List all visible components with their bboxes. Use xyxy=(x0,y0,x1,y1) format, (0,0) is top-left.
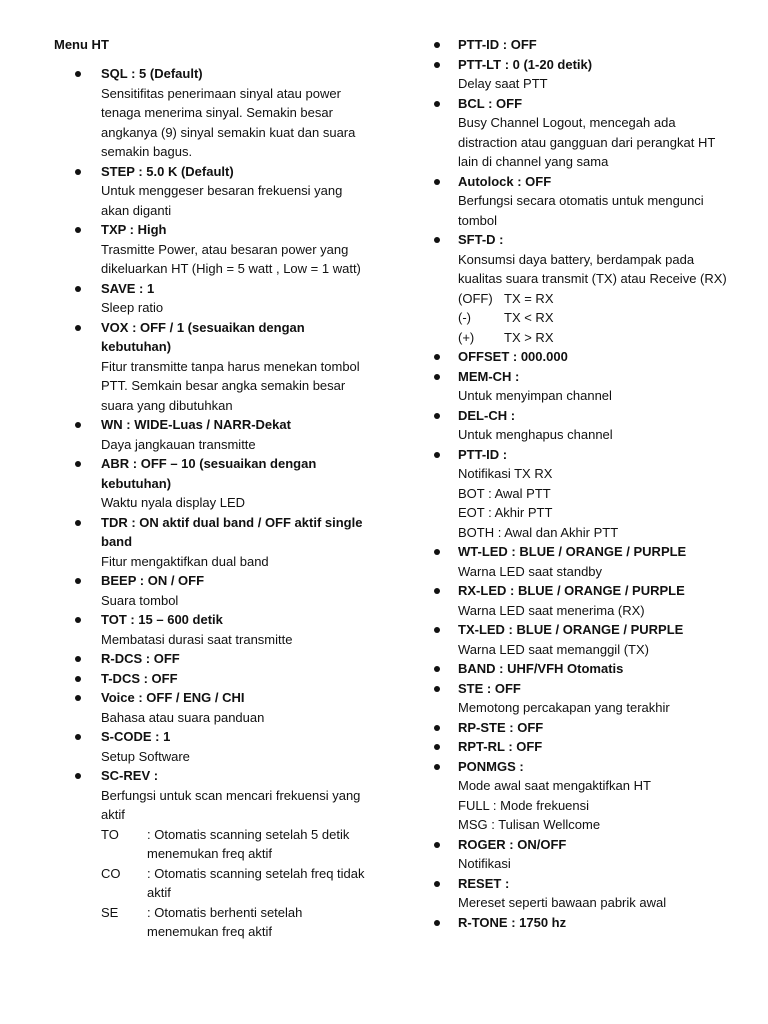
menu-item xyxy=(0,318,371,416)
menu-item-label: SFT-D : xyxy=(458,232,504,247)
menu-item xyxy=(0,610,371,649)
bullet-icon xyxy=(75,773,81,779)
menu-item-description: Setup Software xyxy=(101,748,190,764)
menu-item xyxy=(0,279,371,318)
bullet-icon xyxy=(434,881,440,887)
menu-item-label: PONMGS : xyxy=(458,758,524,774)
option-row xyxy=(101,825,371,864)
option-key: (OFF) xyxy=(458,290,493,306)
menu-item xyxy=(0,688,371,727)
menu-item-description: Memotong percakapan yang terakhir xyxy=(458,700,670,715)
bullet-icon xyxy=(434,452,440,458)
bullet-icon xyxy=(434,725,440,731)
menu-item-label: Autolock : OFF xyxy=(458,173,552,189)
bullet-icon xyxy=(75,676,81,682)
menu-item xyxy=(0,220,371,279)
right-menu-list xyxy=(384,35,728,932)
bullet-icon xyxy=(434,374,440,380)
menu-item-label: BCL : OFF xyxy=(458,95,523,111)
bullet-icon xyxy=(434,42,440,48)
bullet-icon xyxy=(434,101,440,107)
menu-item-description: EOT : Akhir PTT xyxy=(458,505,553,520)
menu-item-label: BAND : UHF/VFH Otomatis xyxy=(458,661,624,676)
bullet-icon xyxy=(434,549,440,555)
menu-item-description: Untuk menghapus channel xyxy=(458,427,613,442)
menu-item xyxy=(384,542,728,581)
menu-item xyxy=(0,415,371,454)
bullet-icon xyxy=(75,422,81,428)
menu-item-description: Sensitifitas penerimaan sinyal atau power tenaga menerima sinyal. Semakin besar angkanya (9) sinyal semakin kuat dan suara semakin bagus. xyxy=(101,85,356,159)
option-value: : Otomatis scanning setelah freq tidak aktif xyxy=(147,865,365,900)
menu-item-description: Fitur transmitte tanpa harus menekan tombol PTT. Semkain besar angka semakin besar suara yang dibutuhkan xyxy=(101,358,360,413)
menu-item-label: OFFSET : 000.000 xyxy=(458,349,568,364)
menu-item-label: RX-LED : BLUE / ORANGE / PURPLE xyxy=(458,583,685,598)
menu-item-label: PTT-LT : 0 (1-20 detik) xyxy=(458,56,593,72)
bullet-icon xyxy=(75,695,81,701)
menu-item-description: Untuk menggeser besaran frekuensi yang akan diganti xyxy=(101,183,343,218)
bullet-icon xyxy=(434,588,440,594)
menu-item xyxy=(384,172,728,231)
menu-item-label: PTT-ID : xyxy=(458,446,508,462)
menu-item-description: BOTH : Awal dan Akhir PTT xyxy=(458,524,619,540)
menu-item-label: WN : WIDE-Luas / NARR-Dekat xyxy=(101,417,291,432)
menu-item-description: Mode awal saat mengaktifkan HT xyxy=(458,778,651,793)
menu-item-description: Trasmitte Power, atau besaran power yang dikeluarkan HT (High = 5 watt , Low = 1 watt) xyxy=(101,241,361,276)
menu-item xyxy=(0,571,371,610)
bullet-icon xyxy=(434,744,440,750)
menu-item-label: ABR : OFF – 10 (sesuaikan dengan kebutuhan) xyxy=(101,456,317,491)
menu-item xyxy=(384,230,728,347)
option-value: : Otomatis berhenti setelah menemukan freq aktif xyxy=(147,904,303,939)
menu-item xyxy=(384,737,728,757)
menu-item-description: Berfungsi secara otomatis untuk mengunci tombol xyxy=(458,193,704,228)
option-row xyxy=(101,864,371,903)
menu-item xyxy=(0,454,371,513)
menu-item-description: Notifikasi xyxy=(458,856,511,871)
menu-item-label: DEL-CH : xyxy=(458,407,516,423)
menu-item-description: Membatasi durasi saat transmitte xyxy=(101,631,293,647)
menu-item xyxy=(0,513,371,572)
menu-item-description: Warna LED saat menerima (RX) xyxy=(458,602,645,618)
menu-item-label: BEEP : ON / OFF xyxy=(101,573,205,588)
bullet-icon xyxy=(434,413,440,419)
menu-item-label: RP-STE : OFF xyxy=(458,719,544,735)
bullet-icon xyxy=(434,62,440,68)
menu-item-description: Warna LED saat memanggil (TX) xyxy=(458,641,649,657)
option-value: TX > RX xyxy=(504,329,554,345)
menu-item xyxy=(384,757,728,835)
bullet-icon xyxy=(75,520,81,526)
menu-item-description: Suara tombol xyxy=(101,592,179,608)
bullet-icon xyxy=(434,666,440,672)
option-key: (-) xyxy=(458,310,471,325)
option-row xyxy=(458,308,728,328)
bullet-icon xyxy=(434,842,440,848)
menu-item-label: STEP : 5.0 K (Default) xyxy=(101,163,234,179)
menu-item xyxy=(384,835,728,874)
bullet-icon xyxy=(434,686,440,692)
menu-item-label: SQL : 5 (Default) xyxy=(101,66,203,81)
menu-item-description: Untuk menyimpan channel xyxy=(458,388,612,403)
menu-item xyxy=(384,94,728,172)
menu-item-label: S-CODE : 1 xyxy=(101,729,171,744)
option-value: TX = RX xyxy=(504,290,554,306)
menu-item-description: FULL : Mode frekuensi xyxy=(458,797,590,813)
menu-item-description: Daya jangkauan transmitte xyxy=(101,436,256,452)
option-value: : Otomatis scanning setelah 5 detik menemukan freq aktif xyxy=(147,826,350,861)
menu-item-label: SAVE : 1 xyxy=(101,280,155,296)
option-key: TO xyxy=(101,826,119,842)
bullet-icon xyxy=(434,237,440,243)
menu-item xyxy=(0,649,371,669)
menu-item xyxy=(384,406,728,445)
bullet-icon xyxy=(75,578,81,584)
option-row xyxy=(101,903,371,942)
menu-item-description: Warna LED saat standby xyxy=(458,563,603,579)
bullet-icon xyxy=(75,286,81,292)
menu-item xyxy=(384,659,728,679)
menu-item-label: STE : OFF xyxy=(458,680,521,696)
menu-item xyxy=(384,913,728,933)
bullet-icon xyxy=(75,325,81,331)
menu-item-label: MEM-CH : xyxy=(458,368,520,384)
menu-item xyxy=(0,727,371,766)
menu-item xyxy=(384,445,728,543)
menu-item-label: R-TONE : 1750 hz xyxy=(458,914,567,930)
bullet-icon xyxy=(75,169,81,175)
option-value: TX < RX xyxy=(504,310,554,325)
menu-item-description: Delay saat PTT xyxy=(458,76,548,91)
bullet-icon xyxy=(75,461,81,467)
menu-item-description: Berfungsi untuk scan mencari frekuensi yang aktif xyxy=(101,787,361,822)
option-key: (+) xyxy=(458,329,475,345)
option-key: CO xyxy=(101,865,121,881)
menu-item-description: Busy Channel Logout, mencegah ada distraction atau gangguan dari perangkat HT lain di channel yang sama xyxy=(458,115,716,169)
bullet-icon xyxy=(75,656,81,662)
option-row xyxy=(458,289,728,309)
bullet-icon xyxy=(75,227,81,233)
menu-item xyxy=(0,766,371,942)
left-menu-list xyxy=(0,64,371,942)
menu-item-label: Voice : OFF / ENG / CHI xyxy=(101,690,245,705)
menu-item-label: PTT-ID : OFF xyxy=(458,37,537,52)
menu-item xyxy=(0,669,371,689)
menu-item-description: Bahasa atau suara panduan xyxy=(101,709,265,725)
menu-item-label: R-DCS : OFF xyxy=(101,651,180,666)
menu-item xyxy=(384,347,728,367)
menu-item-description: Waktu nyala display LED xyxy=(101,495,246,510)
menu-item-description: Konsumsi daya battery, berdampak pada kualitas suara transmit (TX) atau Receive (RX) xyxy=(458,251,727,286)
bullet-icon xyxy=(434,920,440,926)
bullet-icon xyxy=(434,354,440,360)
menu-item-label: TXP : High xyxy=(101,222,167,237)
menu-item xyxy=(384,620,728,659)
menu-item xyxy=(384,718,728,738)
menu-item-label: WT-LED : BLUE / ORANGE / PURPLE xyxy=(458,544,687,559)
menu-item-description: Fitur mengaktifkan dual band xyxy=(101,553,269,569)
menu-item-label: RPT-RL : OFF xyxy=(458,739,543,754)
menu-item xyxy=(384,679,728,718)
menu-item xyxy=(384,874,728,913)
menu-item-description: MSG : Tulisan Wellcome xyxy=(458,817,601,832)
option-key: SE xyxy=(101,904,119,920)
menu-item-description: Mereset seperti bawaan pabrik awal xyxy=(458,895,667,910)
menu-item-label: RESET : xyxy=(458,875,510,891)
menu-item-description: BOT : Awal PTT xyxy=(458,485,551,501)
bullet-icon xyxy=(75,71,81,77)
menu-item xyxy=(384,35,728,55)
bullet-icon xyxy=(434,627,440,633)
menu-item xyxy=(384,367,728,406)
menu-item-label: TX-LED : BLUE / ORANGE / PURPLE xyxy=(458,622,684,637)
menu-item-label: TDR : ON aktif dual band / OFF aktif single band xyxy=(101,514,363,549)
menu-item-label: T-DCS : OFF xyxy=(101,670,178,686)
menu-item xyxy=(384,55,728,94)
bullet-icon xyxy=(75,734,81,740)
menu-item-description: Sleep ratio xyxy=(101,300,164,315)
page-title: Menu HT xyxy=(54,37,109,52)
menu-item-description: Notifikasi TX RX xyxy=(458,466,553,481)
bullet-icon xyxy=(75,617,81,623)
menu-item-label: VOX : OFF / 1 (sesuaikan dengan kebutuhan) xyxy=(101,319,305,354)
bullet-icon xyxy=(434,179,440,185)
menu-item-label: SC-REV : xyxy=(101,768,159,783)
menu-item xyxy=(384,581,728,620)
menu-item xyxy=(0,162,371,221)
menu-item-label: TOT : 15 – 600 detik xyxy=(101,612,223,627)
bullet-icon xyxy=(434,764,440,770)
option-row xyxy=(458,328,728,348)
menu-item xyxy=(0,64,371,162)
menu-item-label: ROGER : ON/OFF xyxy=(458,836,567,852)
